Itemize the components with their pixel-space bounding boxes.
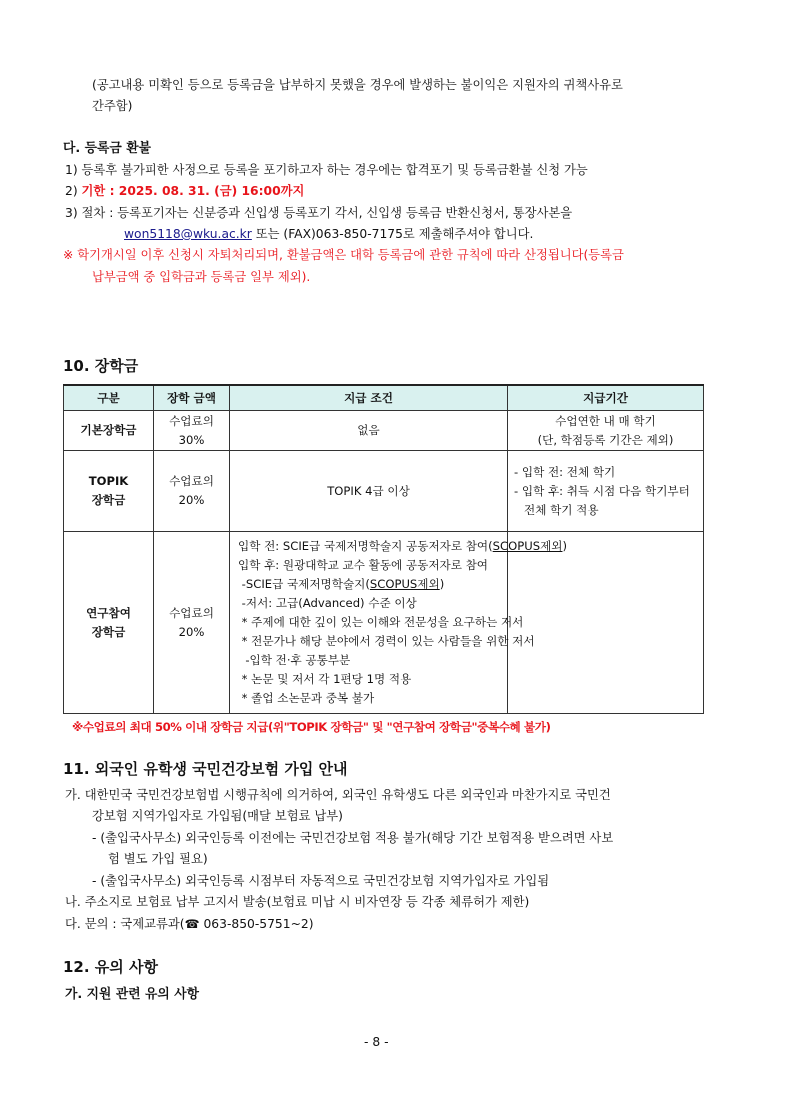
top-note-line2: 간주함) — [92, 99, 133, 113]
refund-deadline: 기한 : 2025. 08. 31. (금) 16:00까지 — [81, 184, 305, 198]
cond-line6: * 전문가나 해당 분야에서 경력이 있는 사람들을 위한 저서 — [238, 634, 535, 648]
phone-icon: ☎ — [184, 917, 200, 931]
row-basic-period — [508, 411, 704, 451]
refund-email-link[interactable]: won5118@wku.ac.kr — [124, 227, 252, 241]
cond-line3 — [238, 575, 501, 594]
insurance-ga-line2: 강보험 지역가입자로 가입됨(매달 보험료 납부) — [92, 809, 343, 823]
cond-line9: * 졸업 소논문과 중복 불가 — [238, 691, 375, 705]
insurance-ga-line1: 가. 대한민국 국민건강보험법 시행규칙에 의거하여, 외국인 유학생도 다른 외국인과 마찬가지로 국민건 — [65, 788, 611, 802]
insurance-heading: 11. 외국인 유학생 국민건강보험 가입 안내 — [63, 760, 348, 778]
row-basic-condition: 없음 — [230, 411, 508, 451]
header-period: 지급기간 — [508, 385, 704, 411]
insurance-sub2: - (출입국사무소) 외국인등록 시점부터 자동적으로 국민건강보험 지역가입자로 가입됨 — [92, 874, 550, 888]
refund-item-2 — [65, 182, 304, 201]
amount-line2: 30% — [178, 432, 205, 447]
refund-heading: 다. 등록금 환불 — [63, 141, 151, 156]
period-line2: (단, 학점등록 기간은 제외) — [537, 432, 674, 447]
insurance-da — [65, 915, 314, 934]
amount-line2: 20% — [178, 493, 205, 507]
name-line2: 장학금 — [91, 624, 126, 639]
refund-item-2-num: 2) — [65, 184, 78, 198]
header-amount: 장학 금액 — [154, 385, 230, 411]
row-topik-name — [64, 451, 154, 532]
insurance-na: 나. 주소지로 보험료 납부 고지서 발송(보험료 미납 시 비자연장 등 각종 체류허가 제한) — [65, 895, 530, 909]
amount-line1: 수업료의 — [169, 605, 214, 620]
cond-line8: * 논문 및 저서 각 1편당 1명 적용 — [238, 672, 412, 686]
refund-item-3: 3) 절차 : 등록포기자는 신분증과 신입생 등록포기 각서, 신입생 등록금 반환신청서, 통장사본을 — [65, 206, 573, 220]
table-row — [64, 532, 704, 714]
period-line1: - 입학 전: 전체 학기 — [514, 464, 616, 479]
cond-line1-c: ) — [562, 539, 568, 553]
row-research-amount — [154, 532, 230, 714]
table-header-row — [64, 385, 704, 411]
row-topik-condition: TOPIK 4급 이상 — [230, 451, 508, 532]
period-line1: 수업연한 내 매 학기 — [555, 413, 656, 428]
cond-line1 — [238, 537, 568, 556]
refund-fax-text: 또는 (FAX)063-850-7175로 제출해주셔야 합니다. — [251, 227, 534, 241]
insurance-sub1-line2: 험 별도 가입 필요) — [108, 852, 208, 866]
refund-item-1: 1) 등록후 불가피한 사정으로 등록을 포기하고자 하는 경우에는 합격포기 및 등록금환불 신청 가능 — [65, 163, 588, 177]
insurance-sub1-line1: - (출입국사무소) 외국인등록 이전에는 국민건강보험 적용 불가(해당 기간 보험적용 받으려면 사보 — [92, 831, 614, 845]
row-research-condition — [230, 532, 568, 714]
insurance-da-prefix: 다. 문의 : 국제교류과( — [65, 917, 185, 931]
row-basic-amount — [154, 411, 230, 451]
cond-line5: * 주제에 대한 깊이 있는 이해와 전문성을 요구하는 저서 — [238, 615, 524, 629]
row-basic-name: 기본장학금 — [64, 411, 154, 451]
cond-line4: -저서: 고급(Advanced) 수준 이상 — [238, 596, 417, 610]
cond-line7: -입학 전·후 공통부분 — [238, 653, 351, 667]
cond-line3-c: ) — [439, 577, 445, 591]
period-line2: - 입학 후: 취득 시점 다음 학기부터 전체 학기 적용 — [514, 483, 690, 517]
page-number: - 8 - — [364, 1035, 389, 1049]
amount-line1: 수업료의 — [169, 474, 214, 488]
refund-item-3-cont — [124, 225, 533, 244]
name-line1: TOPIK — [88, 474, 129, 488]
top-note-line1: (공고내용 미확인 등으로 등록금을 납부하지 못했을 경우에 발생하는 불이익은 지원자의 귀책사유로 — [92, 78, 623, 92]
header-category: 구분 — [64, 385, 154, 411]
refund-notice-line2: 납부금액 중 입학금과 등록금 일부 제외). — [92, 270, 311, 284]
cond-line3-a: -SCIE급 국제저명학술지( — [238, 577, 370, 591]
cond-line1-a: 입학 전: SCIE급 국제저명학술지 공동저자로 참여( — [238, 539, 493, 553]
row-research-period — [508, 532, 704, 714]
cond-line1-b: SCOPUS제외 — [492, 539, 563, 553]
insurance-da-suffix: 063-850-5751~2) — [199, 917, 314, 931]
refund-notice-line1: ※ 학기개시일 이후 신청시 자퇴처리되며, 환불금액은 대학 등록금에 관한 규칙에 따라 산정됩니다(등록금 — [63, 248, 624, 262]
notes-heading: 12. 유의 사항 — [63, 958, 158, 976]
scholarship-footnote: ※수업료의 최대 50% 이내 장학금 지급(위"TOPIK 장학금" 및 "연구참여 장학금"중복수혜 불가) — [72, 720, 551, 734]
scholarship-heading: 10. 장학금 — [63, 357, 139, 375]
scholarship-table — [63, 384, 704, 714]
row-topik-amount — [154, 451, 230, 532]
table-row — [64, 451, 704, 532]
amount-line2: 20% — [178, 624, 205, 639]
row-research-name — [64, 532, 154, 714]
name-line1: 연구참여 — [86, 605, 131, 620]
table-row — [64, 411, 704, 451]
amount-line1: 수업료의 — [169, 413, 214, 428]
cond-line2: 입학 후: 원광대학교 교수 활동에 공동저자로 참여 — [238, 558, 489, 572]
header-condition: 지급 조건 — [230, 385, 508, 411]
row-topik-period — [508, 451, 704, 532]
notes-sub-heading: 가. 지원 관련 유의 사항 — [65, 987, 199, 1002]
name-line2: 장학금 — [91, 493, 126, 507]
cond-line3-b: SCOPUS제외 — [369, 577, 440, 591]
